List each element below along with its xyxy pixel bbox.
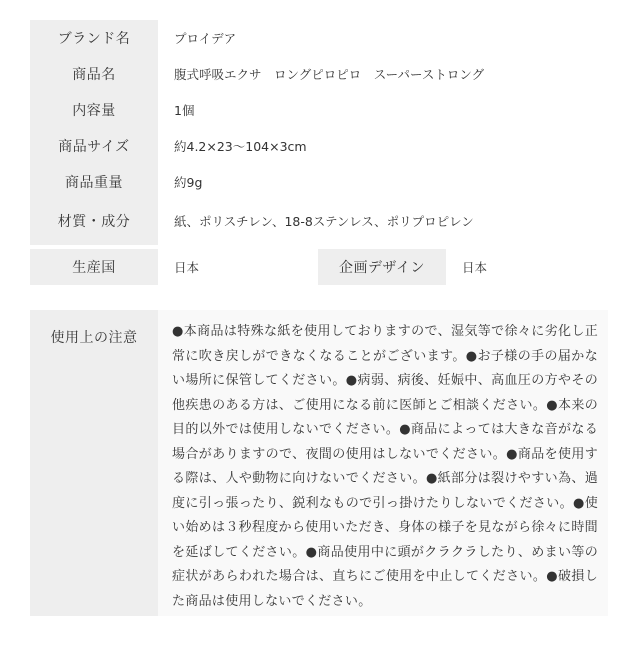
brand-label: ブランド名	[30, 20, 158, 56]
usage-notice	[30, 310, 608, 616]
spec-table	[30, 20, 608, 285]
notice-text: ●本商品は特殊な紙を使用しておりますので、湿気等で徐々に劣化し正常に吹き戻しができなくなることがございます。●お子様の手の届かない場所に保管してください。●病弱、病後、妊娠中、高血圧の方やその他疾患のある方は、ご使用になる前に医師とご相談ください。●本来の目的以外では使用しないでください。●商品によっては大きな音がなる場合がありますので、夜間の使用はしないでください。●商品を使用する際は、人や動物に向けないでください。●紙部分は裂けやすい為、過度に引っ張ったり、鋭利なもので引っ掛けたりしないでください。●使い始めは３秒程度から使用いただき、身体の様子を見ながら徐々に時間を延ばしてください。●商品使用中に頭がクラクラしたり、めまい等の症状があらわれた場合は、直ちにご使用を中止してください。●破損した商品は使用しないでください。	[172, 324, 598, 609]
design-value: 日本	[446, 249, 608, 285]
size-value: 約4.2×23〜104×3cm	[158, 128, 608, 164]
spec-row-origin	[30, 249, 608, 285]
product-label: 商品名	[30, 56, 158, 92]
weight-value: 約9g	[158, 164, 608, 200]
material-value: 紙、ポリスチレン、18-8ステンレス、ポリプロピレン	[158, 200, 608, 245]
spec-row-material	[30, 200, 608, 245]
design-label: 企画デザイン	[318, 249, 446, 285]
notice-body	[158, 310, 608, 616]
weight-label: 商品重量	[30, 164, 158, 200]
notice-label: 使用上の注意	[30, 310, 158, 616]
size-label: 商品サイズ	[30, 128, 158, 164]
product-value: 腹式呼吸エクサ ロングピロピロ スーパーストロング	[158, 56, 608, 92]
material-label: 材質・成分	[30, 200, 158, 245]
spec-row-contents	[30, 92, 608, 128]
brand-value: プロイデア	[158, 20, 608, 56]
spec-row-brand	[30, 20, 608, 56]
contents-value: 1個	[158, 92, 608, 128]
spec-row-product	[30, 56, 608, 92]
origin-value: 日本	[158, 249, 318, 285]
spec-row-size	[30, 128, 608, 164]
origin-label: 生産国	[30, 249, 158, 285]
spec-row-weight	[30, 164, 608, 200]
contents-label: 内容量	[30, 92, 158, 128]
